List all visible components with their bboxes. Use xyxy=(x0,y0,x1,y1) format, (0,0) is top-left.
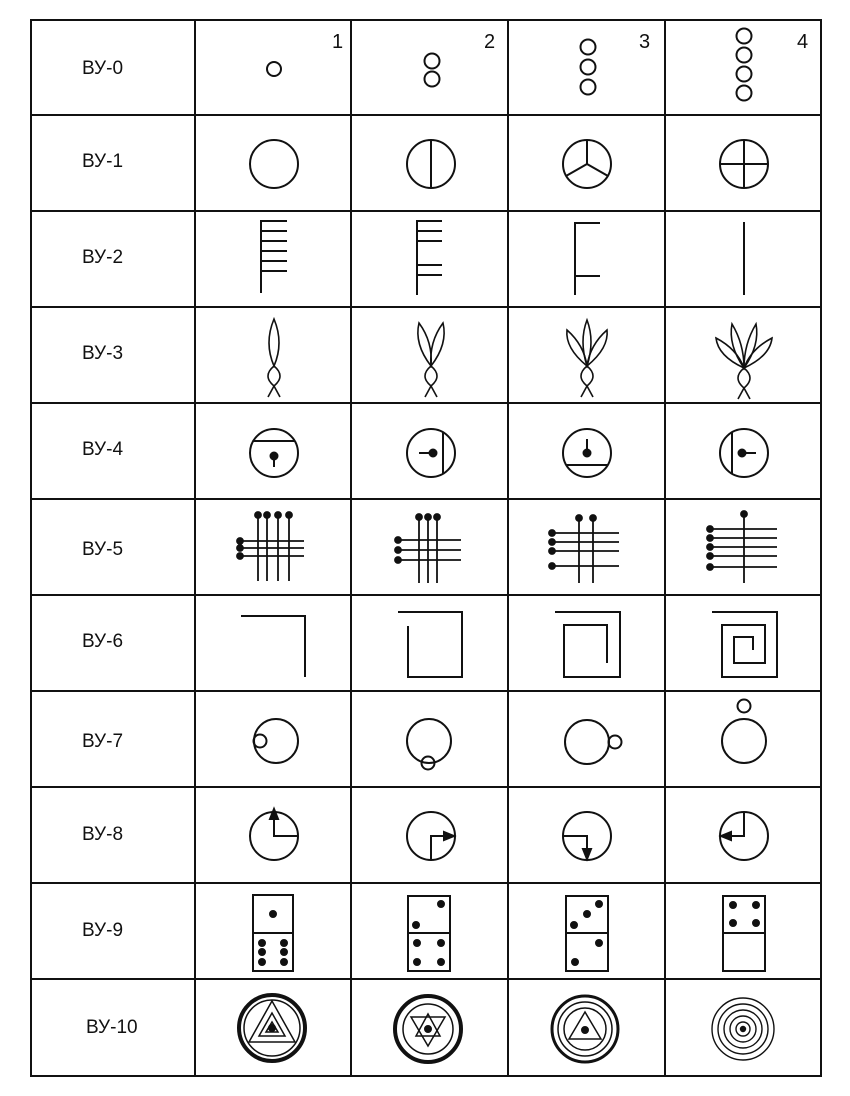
vu1-half-circle-icon xyxy=(407,140,455,188)
row-label-vu-9: ВУ-9 xyxy=(82,920,124,941)
vu1-quarter-circle-icon xyxy=(720,140,768,188)
row-label-vu-8: ВУ-8 xyxy=(82,824,124,845)
vu8-arrow-down-icon xyxy=(563,812,611,860)
row-label-vu-3: ВУ-3 xyxy=(82,343,124,364)
vu3-one-leaf-icon xyxy=(268,319,280,397)
vu5-grid-4v-3h-icon xyxy=(237,512,304,581)
vu4-pin-top-bar-icon xyxy=(250,429,298,477)
row-label-vu-5: ВУ-5 xyxy=(82,539,124,560)
vu5-grid-2v-4h-icon xyxy=(549,515,619,583)
vu5-grid-3v-3h-icon xyxy=(395,514,461,583)
vu9-domino-3-2-icon xyxy=(566,896,608,971)
vu10-triangle-target-icon xyxy=(552,996,618,1062)
vu9-domino-4-0-icon xyxy=(723,896,765,971)
vu7-orbit-top-icon xyxy=(722,700,766,764)
vu8-arrow-left-icon xyxy=(720,812,768,860)
vu5-grid-1v-5h-icon xyxy=(707,511,777,583)
vu4-pin-right-bar-icon xyxy=(407,429,455,477)
vu4-pin-bottom-bar-icon xyxy=(563,429,611,477)
column-number-3: 3 xyxy=(639,31,651,53)
row-label-vu-10: ВУ-10 xyxy=(86,1017,138,1038)
vu7-orbit-right-icon xyxy=(565,720,622,764)
vu3-two-leaves-icon xyxy=(418,323,444,397)
vu2-comb-two-icon xyxy=(575,222,600,295)
vu0-three-dots-icon xyxy=(581,40,596,95)
vu7-orbit-left-icon xyxy=(254,719,299,763)
vu9-domino-2-4-icon xyxy=(408,896,450,971)
column-number-1: 1 xyxy=(332,31,344,53)
vu3-three-leaves-icon xyxy=(567,320,607,397)
row-label-vu-0: ВУ-0 xyxy=(82,58,124,79)
column-number-2: 2 xyxy=(484,31,496,53)
table-grid-lines xyxy=(31,20,821,1076)
vu3-four-leaves-icon xyxy=(716,324,772,399)
vu6-spiral-one-turn-icon xyxy=(398,612,462,677)
row-label-vu-4: ВУ-4 xyxy=(82,439,124,460)
vu4-pin-left-bar-icon xyxy=(720,429,768,477)
vu10-two-triangles-target-icon xyxy=(239,995,305,1061)
vu1-plain-circle-icon xyxy=(250,140,298,188)
vu8-arrow-right-icon xyxy=(407,812,455,860)
vu7-orbit-bottom-icon xyxy=(407,719,451,770)
vu6-spiral-two-turns-icon xyxy=(555,612,620,677)
row-label-vu-6: ВУ-6 xyxy=(82,631,124,652)
vu9-domino-1-6-icon xyxy=(253,895,293,971)
column-number-4: 4 xyxy=(797,31,809,53)
vu10-concentric-target-icon xyxy=(712,998,774,1060)
vu0-one-dot-icon xyxy=(267,62,281,76)
vu10-star-target-icon xyxy=(395,996,461,1062)
vu0-two-dots-icon xyxy=(425,54,440,87)
vu8-arrow-up-icon xyxy=(250,809,298,860)
row-label-vu-7: ВУ-7 xyxy=(82,731,124,752)
vu6-spiral-three-turns-icon xyxy=(712,612,777,677)
vu0-four-dots-icon xyxy=(737,29,752,101)
vu2-comb-three-icon xyxy=(417,220,442,295)
row-label-vu-1: ВУ-1 xyxy=(82,151,124,172)
row-label-vu-2: ВУ-2 xyxy=(82,247,124,268)
vu2-comb-six-icon xyxy=(261,220,287,293)
vu1-third-circle-icon xyxy=(563,140,611,188)
vu6-corner-icon xyxy=(241,616,305,677)
